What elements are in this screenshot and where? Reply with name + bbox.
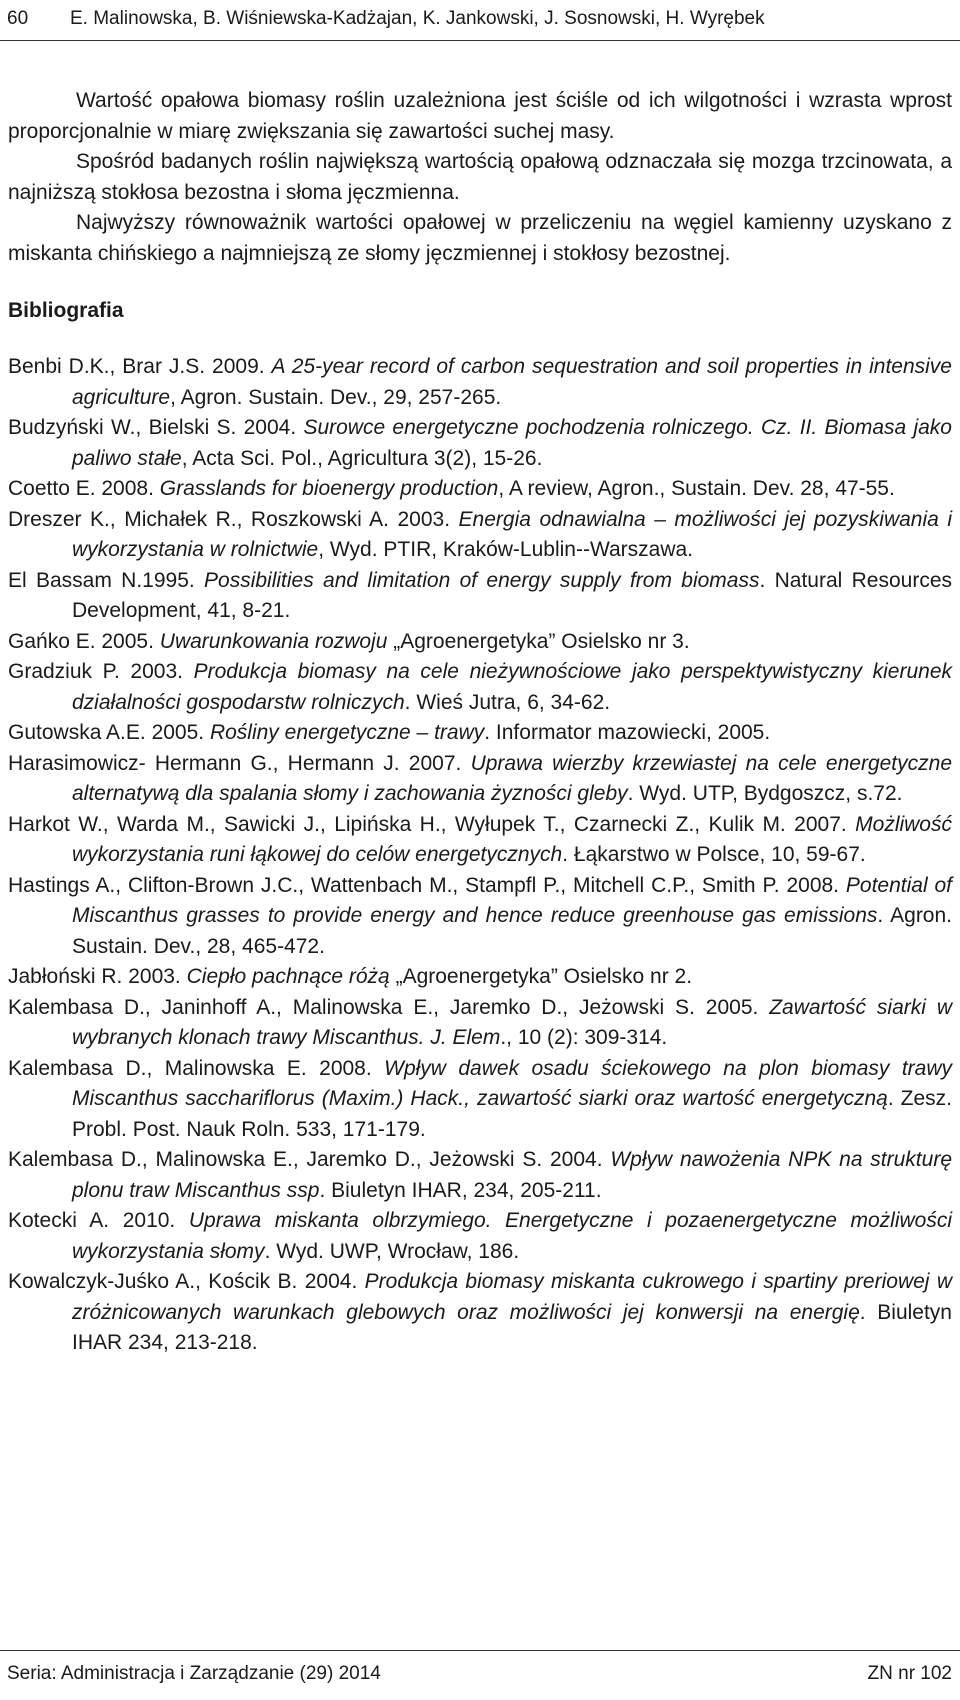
page-header <box>0 6 960 36</box>
reference-source: . Agron. Sustain. Dev., 28, 465-472. <box>72 904 952 958</box>
reference-title: Ciepło pachnące różą <box>186 965 390 988</box>
reference-title: Energia odnawialna – możliwości jej pozyskiwania i wykorzystania w rolnictwie <box>72 507 953 561</box>
reference-authors: Gutowska A.E. 2005. <box>8 721 210 744</box>
reference-title: Produkcja biomasy miskanta cukrowego i spartiny preriowej w zróżnicowanych warunkach glebowych oraz możliwości jej konwersji na energię <box>72 1270 952 1324</box>
reference-authors: Harasimowicz- Hermann G., Hermann J. 2007. <box>8 751 471 775</box>
reference-item <box>8 718 952 749</box>
running-head-authors: E. Malinowska, B. Wiśniewska-Kadżajan, K. Jankowski, J. Sosnowski, H. Wyrębek <box>70 8 765 29</box>
reference-authors: Kalembasa D., Malinowska E. 2008. <box>8 1056 385 1080</box>
page-footer <box>0 1650 960 1698</box>
journal-issue: ZN nr 102 <box>867 1663 952 1684</box>
conclusion-paragraph: Najwyższy równoważnik wartości opałowej w przeliczeniu na węgiel kamienny uzyskano z miskanta chińskiego a najmniejszą ze słomy jęczmiennej i stokłosy bezostnej. <box>8 211 952 265</box>
reference-item <box>8 810 952 871</box>
reference-title: Uprawa miskanta olbrzymiego. Energetyczne i pozaenergetyczne możliwości wykorzystania słomy <box>72 1209 953 1263</box>
reference-title: Grasslands for bioenergy production <box>159 477 499 500</box>
reference-authors: Kalembasa D., Malinowska E., Jaremko D., Jeżowski S. 2004. <box>8 1148 611 1171</box>
reference-source: , Wyd. PTIR, Kraków-Lublin--Warszawa. <box>318 538 694 561</box>
reference-item <box>8 1145 952 1206</box>
reference-title: Uwarunkowania rozwoju <box>159 629 388 653</box>
reference-authors: Jabłoński R. 2003. <box>8 965 187 988</box>
reference-item <box>8 413 952 474</box>
conclusion-paragraph: Spośród badanych roślin największą wartością opałową odznaczała się mozga trzcinowata, a najniższą stokłosa bezostna i słoma jęczmienna. <box>8 150 952 204</box>
reference-title: Zawartość siarki w wybranych klonach trawy Miscanthus. J. Elem <box>72 995 952 1049</box>
reference-title: Rośliny energetyczne – trawy <box>209 721 485 744</box>
reference-item <box>8 1206 952 1267</box>
reference-title: A 25-year record of carbon sequestration and soil properties in intensive agriculture <box>72 355 952 409</box>
reference-source: . Wyd. UTP, Bydgoszcz, s.72. <box>627 782 903 805</box>
reference-title: Uprawa wierzby krzewiastej na cele energetyczne alternatywą dla spalania słomy i zachowania żyzności gleby <box>72 751 953 805</box>
reference-item <box>8 657 952 718</box>
reference-source: . Natural Resources Development, 41, 8-21. <box>72 568 953 622</box>
reference-title: Możliwość wykorzystania runi łąkowej do celów energetycznych <box>72 812 952 866</box>
reference-item <box>8 627 952 658</box>
page-number: 60 <box>7 8 29 29</box>
reference-item <box>8 1054 952 1146</box>
reference-authors: Gańko E. 2005. <box>8 629 160 653</box>
reference-title: Wpływ nawożenia NPK na strukturę plonu traw Miscanthus ssp <box>72 1148 952 1202</box>
reference-source: . Wyd. UWP, Wrocław, 186. <box>264 1239 520 1263</box>
reference-source: . Biuletyn IHAR, 234, 205-211. <box>319 1178 602 1202</box>
reference-title: Surowce energetyczne pochodzenia rolniczego. Cz. II. Biomasa jako paliwo stałe <box>72 416 952 470</box>
reference-authors: Benbi D.K., Brar J.S. 2009. <box>8 355 272 378</box>
reference-authors: Kalembasa D., Janinhoff A., Malinowska E., Jaremko D., Jeżowski S. 2005. <box>8 995 770 1019</box>
reference-authors: El Bassam N.1995. <box>8 568 205 592</box>
reference-item <box>8 505 952 566</box>
reference-authors: Harkot W., Warda M., Sawicki J., Lipińska H., Wyłupek T., Czarnecki Z., Kulik M. 2007. <box>8 812 856 836</box>
bibliography-heading: Bibliografia <box>8 299 124 322</box>
reference-source: , A review, Agron., Sustain. Dev. 28, 47-55. <box>498 477 895 500</box>
reference-source: , Acta Sci. Pol., Agricultura 3(2), 15-26. <box>181 446 543 470</box>
reference-item <box>8 749 952 810</box>
reference-authors: Gradziuk P. 2003. <box>8 660 194 683</box>
reference-authors: Kowalczyk-Juśko A., Kościk B. 2004. <box>8 1270 365 1293</box>
reference-source: . Biuletyn IHAR 234, 213-218. <box>72 1300 952 1354</box>
reference-authors: Kotecki A. 2010. <box>8 1209 189 1232</box>
reference-source: „Agroenergetyka” Osielsko nr 2. <box>389 965 693 988</box>
reference-title: Possibilities and limitation of energy supply from biomass <box>204 568 760 592</box>
reference-authors: Coetto E. 2008. <box>8 477 160 500</box>
reference-source: . Wieś Jutra, 6, 34-62. <box>404 690 611 714</box>
reference-authors: Budzyński W., Bielski S. 2004. <box>8 416 304 439</box>
reference-item <box>8 993 952 1054</box>
journal-series: Seria: Administracja i Zarządzanie (29) 2014 <box>7 1663 381 1684</box>
footer-rule <box>0 1650 960 1651</box>
reference-source: ., 10 (2): 309-314. <box>500 1026 668 1049</box>
header-rule <box>0 40 960 41</box>
conclusion-paragraph: Wartość opałowa biomasy roślin uzależniona jest ściśle od ich wilgotności i wzrasta wprost proporcjonalnie w miarę zwiększania się zawartości suchej masy. <box>8 89 952 143</box>
reference-authors: Hastings A., Clifton-Brown J.C., Wattenbach M., Stampfl P., Mitchell C.P., Smith P. 2008. <box>8 873 846 897</box>
reference-source: . Łąkarstwo w Polsce, 10, 59-67. <box>562 843 866 866</box>
reference-item <box>8 474 952 505</box>
reference-list <box>8 352 952 1359</box>
reference-title: Produkcja biomasy na cele nieżywnościowe jako perspektywistyczny kierunek działalności gospodarstw rolniczych <box>72 660 952 714</box>
page-body <box>8 86 952 1359</box>
reference-item <box>8 352 952 413</box>
reference-item <box>8 962 952 993</box>
reference-authors: Dreszer K., Michałek R., Roszkowski A. 2003. <box>8 507 459 531</box>
reference-title: Wpływ dawek osadu ściekowego na plon biomasy trawy Miscanthus sacchariflorus (Maxim.) Hack., zawartość siarki oraz wartość energetyczną <box>72 1056 953 1110</box>
reference-item <box>8 566 952 627</box>
reference-source: . Zesz. Probl. Post. Nauk Roln. 533, 171-179. <box>72 1087 952 1141</box>
reference-source: „Agroenergetyka” Osielsko nr 3. <box>387 629 690 653</box>
reference-title: Potential of Miscanthus grasses to provide energy and hence reduce greenhouse gas emissions <box>72 873 952 927</box>
reference-item <box>8 1267 952 1359</box>
reference-item <box>8 871 952 963</box>
reference-source: . Informator mazowiecki, 2005. <box>484 721 771 744</box>
reference-source: , Agron. Sustain. Dev., 29, 257-265. <box>170 385 502 409</box>
